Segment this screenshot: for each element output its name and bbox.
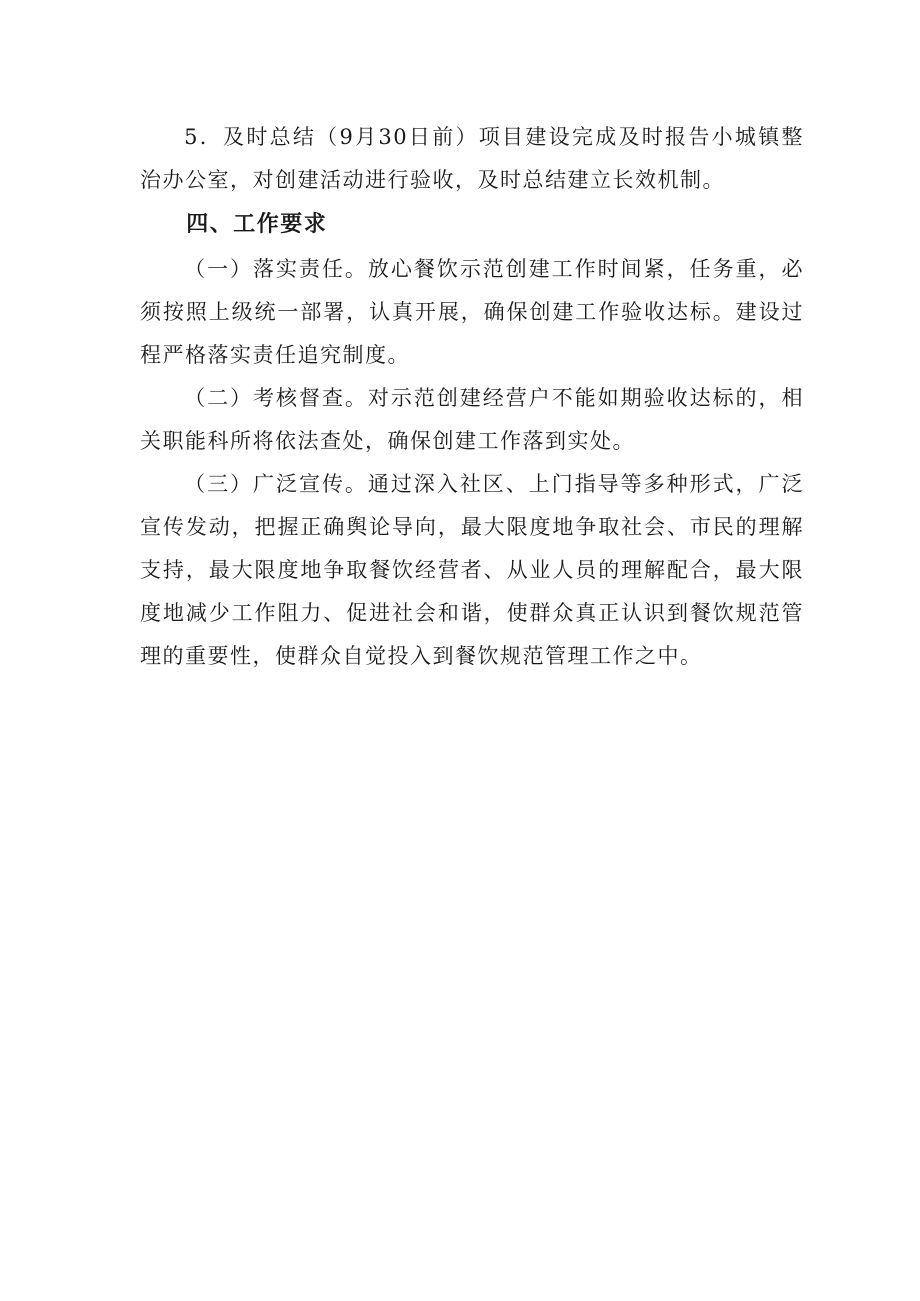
paragraph-publicity: （三）广泛宣传。通过深入社区、上门指导等多种形式，广泛宣传发动，把握正确舆论导向，最大限度地争取社会、市民的理解支持，最大限度地争取餐饮经营者、从业人员的理解配合，最大限度地减少工作阻力、促进社会和谐，使群众真正认识到餐饮规范管理的重要性，使群众自觉投入到餐饮规范管理工作之中。 [140, 472, 804, 668]
section-heading-work-requirements: 四、工作要求 [186, 212, 328, 237]
paragraph-implement-responsibility: （一）落实责任。放心餐饮示范创建工作时间紧，任务重，必须按照上级统一部署，认真开展，确保创建工作验收达标。建设过程严格落实责任追究制度。 [140, 257, 804, 367]
document-body [140, 116, 804, 678]
paragraph-assessment-supervision: （二）考核督查。对示范创建经营户不能如期验收达标的，相关职能科所将依法查处，确保创建工作落到实处。 [140, 386, 804, 453]
paragraph-item-5-summary: 5．及时总结（9月30日前）项目建设完成及时报告小城镇整治办公室，对创建活动进行验收，及时总结建立长效机制。 [140, 125, 804, 192]
